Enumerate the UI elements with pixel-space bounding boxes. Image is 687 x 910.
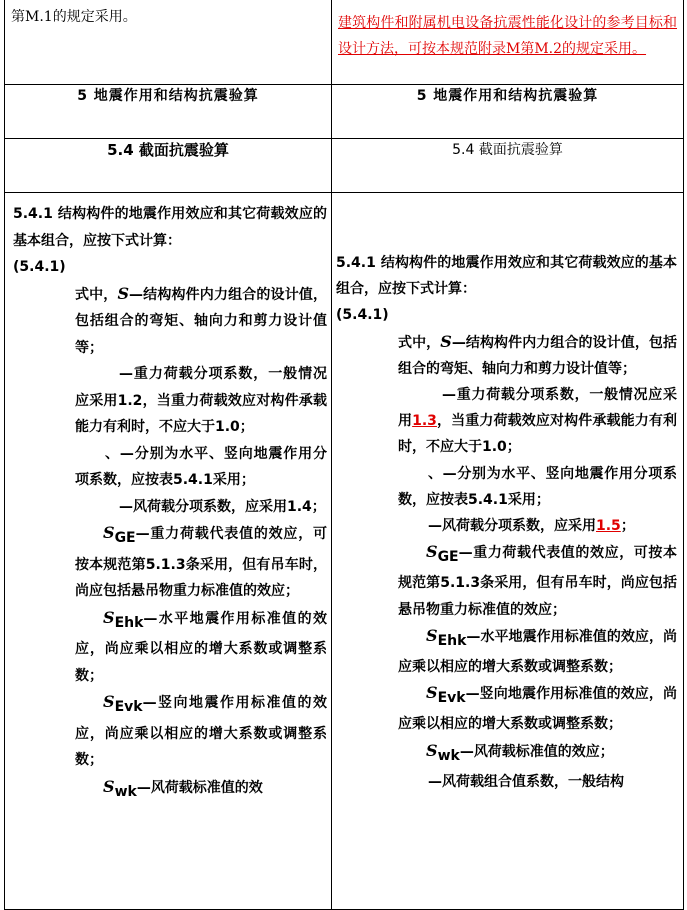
cell-old-body	[5, 193, 332, 910]
subsection-heading-new: 5.4 截面抗震验算	[332, 139, 684, 193]
old-text-top: 第M.1的规定采用。	[11, 9, 137, 25]
table-row	[5, 0, 684, 85]
definition-gamma-w: —风荷载分项系数，应采用1.4；	[119, 498, 326, 515]
definition-swk: Swk—风荷载标准值的效	[103, 776, 263, 800]
cell-new-body	[332, 193, 684, 910]
subsection-heading-old: 5.4 截面抗震验算	[5, 139, 332, 193]
section-heading-new: 5 地震作用和结构抗震验算	[332, 85, 684, 139]
section-heading-old: 5 地震作用和结构抗震验算	[5, 85, 332, 139]
definition-sehk: SEhk—水平地震作用标准值的效应，尚应乘以相应的增大系数或调整系数；	[398, 625, 677, 676]
definition-sevk: SEvk—竖向地震作用标准值的效应，尚应乘以相应的增大系数或调整系数；	[75, 692, 327, 768]
table-row	[5, 193, 684, 910]
definition-sge: SGE—重力荷载代表值的效应，可按本规范第5.1.3条采用，但有吊车时，尚应包括悬吊物重力标准值的效应；	[398, 542, 677, 618]
clause-5-4-1-new: 5.4.1 结构构件的地震作用效应和其它荷载效应的基本组合，应按下式计算：	[336, 255, 677, 298]
definition-s: 式中，S—结构构件内力组合的设计值，包括组合的弯矩、轴向力和剪力设计值等；	[75, 283, 328, 356]
cell-old-top	[5, 0, 332, 85]
revised-value: 1.5	[596, 518, 621, 535]
definition-psi-w: —风荷载组合值系数，一般结构	[428, 773, 624, 790]
clause-5-4-1-old: 5.4.1 结构构件的地震作用效应和其它荷载效应的基本组合，应按下式计算：	[13, 206, 327, 249]
comparison-table	[4, 0, 684, 910]
definition-gamma-w: —风荷载分项系数，应采用1.5；	[428, 518, 635, 535]
definition-gamma-g: —重力荷载分项系数，一般情况应采用1.3，当重力荷载效应对构件承载能力有利时，不应大于1.0；	[398, 387, 678, 456]
equation-number: (5.4.1)	[13, 259, 66, 275]
definition-s: 式中，S—结构构件内力组合的设计值，包括组合的弯矩、轴向力和剪力设计值等；	[398, 331, 678, 377]
definition-sehk: SEhk—水平地震作用标准值的效应，尚应乘以相应的增大系数或调整系数；	[75, 607, 327, 684]
new-text-top-revised: 建筑构件和附属机电设备抗震性能化设计的参考目标和设计方法，可按本规范附录M第M.2的规定采用。	[338, 15, 677, 57]
definition-sge: SGE—重力荷载代表值的效应，可按本规范第5.1.3条采用，但有吊车时，尚应包括悬吊物重力标准值的效应；	[75, 523, 327, 599]
cell-new-top	[332, 0, 684, 85]
definition-sevk: SEvk—竖向地震作用标准值的效应，尚应乘以相应的增大系数或调整系数；	[398, 683, 677, 733]
table-row	[5, 139, 684, 193]
equation-number: (5.4.1)	[336, 307, 389, 324]
definition-gamma-eh-ev: 、—分别为水平、竖向地震作用分项系数，应按表5.4.1采用；	[75, 445, 327, 488]
definition-swk: Swk—风荷载标准值的效应；	[426, 740, 614, 764]
table-row	[5, 85, 684, 139]
revised-value: 1.3	[412, 413, 437, 430]
definition-gamma-g: —重力荷载分项系数，一般情况应采用1.2，当重力荷载效应对构件承载能力有利时，不应大于1.0；	[75, 366, 327, 435]
definition-gamma-eh-ev: 、—分别为水平、竖向地震作用分项系数，应按表5.4.1采用；	[398, 465, 677, 508]
